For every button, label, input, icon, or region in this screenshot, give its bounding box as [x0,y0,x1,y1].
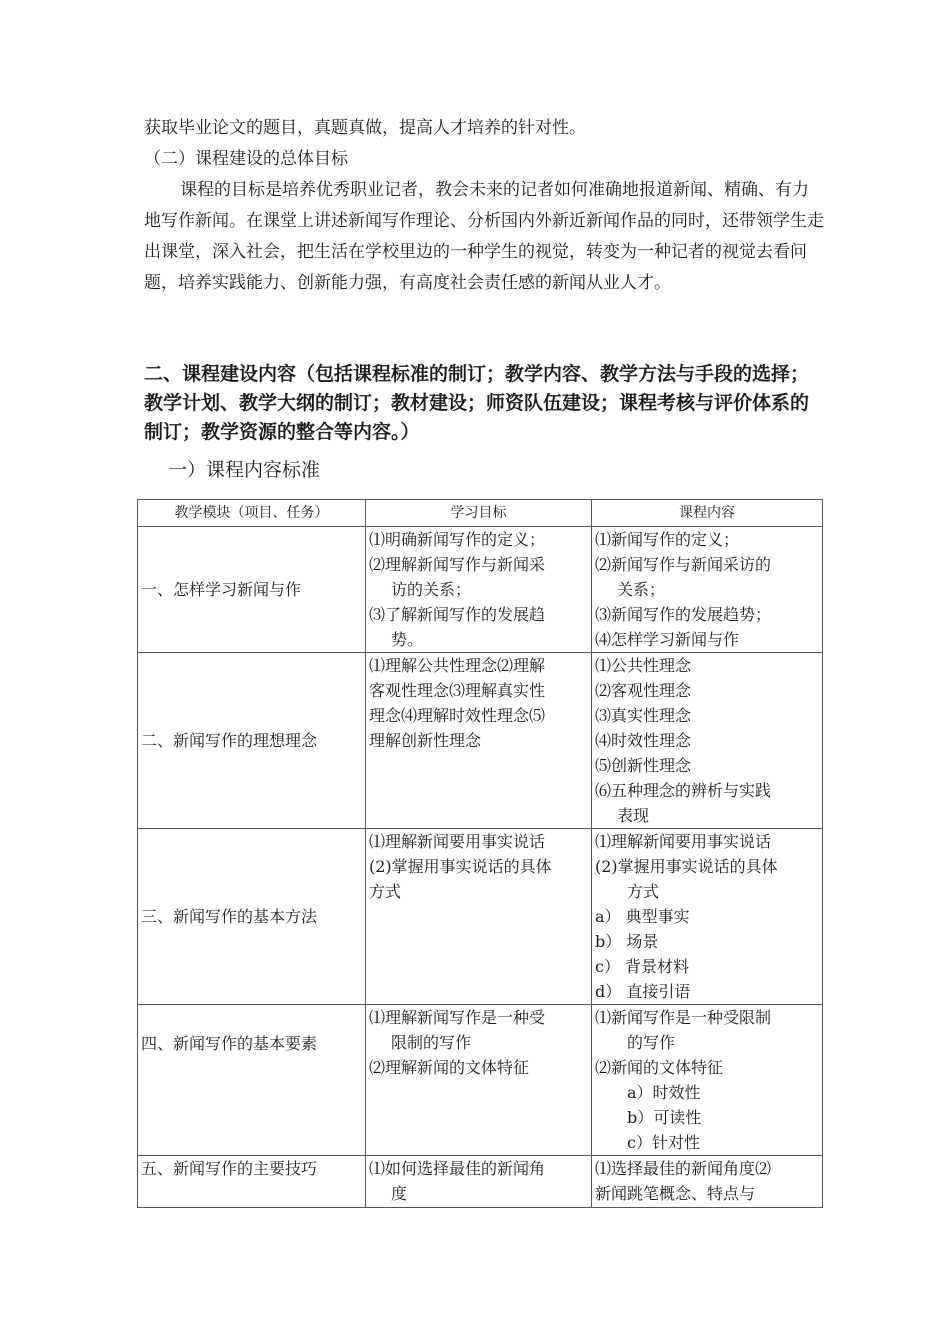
section-2-title: 二、课程建设内容（包括课程标准的制订；教学内容、教学方法与手段的选择；教学计划、教学大纲的制订；教材建设；师资队伍建设；课程考核与评价体系的制订；教学资源的整合等内容。） [144,363,810,443]
content-item: 表现 [617,806,650,825]
content-item: 关系； [617,580,666,599]
intro-line: 获取毕业论文的题目，真题真做，提高人才培养的针对性。 [144,118,586,138]
content-item: 新闻跳笔概念、特点与 [595,1184,756,1203]
goals-cell [366,1005,592,1156]
goal-item: 客观性理念⑶理解真实性 [369,681,546,700]
table-header-row [138,500,823,527]
content-item: ⑴新闻写作是一种受限制 [595,1008,772,1027]
content-cell [592,527,823,653]
goals-cell [366,653,592,829]
content-cell [592,653,823,829]
content-item: ⑴选择最佳的新闻角度⑵ [595,1159,772,1178]
goal-item: 方式 [369,882,402,901]
content-cell [592,1156,823,1208]
module-cell: 二、新闻写作的理想理念 [138,653,366,829]
header-content: 课程内容 [592,500,823,527]
content-item: ⑴理解新闻要用事实说话 [595,832,772,851]
content-item: 的写作 [627,1033,676,1052]
module-cell: 五、新闻写作的主要技巧 [138,1156,366,1208]
table-row [138,1005,823,1156]
goal-item: 度 [391,1184,408,1203]
content-item: ⑵新闻写作与新闻采访的 [595,555,772,574]
table-row [138,653,823,829]
content-item: (2)掌握用事实说话的具体 [595,857,778,876]
content-item: c） 背景材料 [595,957,690,976]
content-item: ⑸创新性理念 [595,756,692,775]
goal-item: ⑵理解新闻的文体特征 [369,1058,530,1077]
content-item: ⑶真实性理念 [595,706,692,725]
header-module: 教学模块（项目、任务） [138,500,366,527]
content-item: a） 典型事实 [595,907,690,926]
goal-item: ⑵理解新闻写作与新闻采 [369,555,546,574]
section-heading-overall-goal: （二）课程建设的总体目标 [144,149,348,169]
content-item: ⑷怎样学习新闻与作 [595,630,740,649]
content-item: c）针对性 [627,1133,700,1152]
goal-item: ⑶了解新闻写作的发展趋 [369,605,546,624]
goals-cell [366,829,592,1005]
content-cell [592,829,823,1005]
goal-item: ⑴理解新闻写作是一种受 [369,1008,546,1027]
goal-item: ⑴明确新闻写作的定义； [369,530,546,549]
content-item: ⑴新闻写作的定义； [595,530,740,549]
goal-item: 势。 [391,630,424,649]
header-goals: 学习目标 [366,500,592,527]
content-item: ⑵客观性理念 [595,681,692,700]
content-item: a）时效性 [627,1083,701,1102]
module-cell: 四、新闻写作的基本要素 [138,1005,366,1156]
goal-item: 理念⑷理解时效性理念⑸ [369,706,546,725]
goal-item: 理解创新性理念 [369,731,482,750]
goal-item: 访的关系； [391,580,472,599]
content-item: b）可读性 [627,1108,702,1127]
content-item: d） 直接引语 [595,982,691,1001]
goal-item: ⑴如何选择最佳的新闻角 [369,1159,546,1178]
content-item: 方式 [627,882,660,901]
table-row [138,527,823,653]
goals-cell [366,527,592,653]
course-content-table [137,499,823,1208]
content-cell [592,1005,823,1156]
module-cell: 一、怎样学习新闻与作 [138,527,366,653]
goal-item: ⑴理解公共性理念⑵理解 [369,656,546,675]
goal-item: (2)掌握用事实说话的具体 [369,857,552,876]
content-item: ⑶新闻写作的发展趋势； [595,605,772,624]
goal-item: 限制的写作 [391,1033,472,1052]
table-row [138,1156,823,1208]
table-row [138,829,823,1005]
content-item: b） 场景 [595,932,659,951]
goals-cell [366,1156,592,1208]
content-item: ⑹五种理念的辨析与实践 [595,781,772,800]
content-item: ⑴公共性理念 [595,656,692,675]
content-item: ⑷时效性理念 [595,731,692,750]
module-cell: 三、新闻写作的基本方法 [138,829,366,1005]
content-item: ⑵新闻的文体特征 [595,1058,724,1077]
subsection-title: 一）课程内容标准 [168,459,321,481]
goal-item: ⑴理解新闻要用事实说话 [369,832,546,851]
goal-paragraph: 课程的目标是培养优秀职业记者，教会未来的记者如何准确地报道新闻、精确、有力地写作新闻。在课堂上讲述新闻写作理论、分析国内外新近新闻作品的同时，还带领学生走出课堂，深入社会，把生活在学校里边的一种学生的视觉，转变为一种记者的视觉去看问题，培养实践能力、创新能力强，有高度社会责任感的新闻从业人才。 [144,180,824,293]
